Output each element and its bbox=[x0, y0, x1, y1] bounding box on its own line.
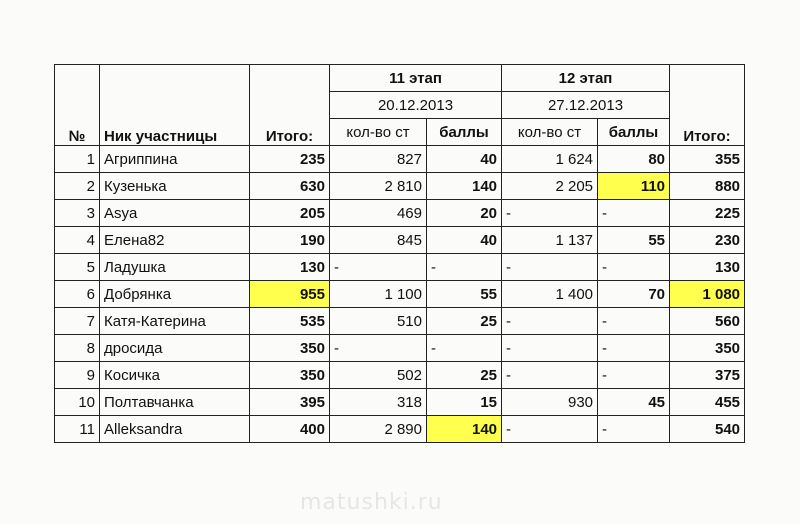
total-cell: 130 bbox=[250, 254, 330, 281]
final-total-cell: 225 bbox=[670, 200, 745, 227]
final-total-cell: 355 bbox=[670, 146, 745, 173]
points-11-cell: 25 bbox=[427, 362, 502, 389]
final-total-cell: 130 bbox=[670, 254, 745, 281]
row-number: 6 bbox=[55, 281, 100, 308]
count-12-cell: - bbox=[502, 335, 598, 362]
total-cell: 630 bbox=[250, 173, 330, 200]
header-stage-12: 12 этап bbox=[502, 65, 670, 92]
row-number: 7 bbox=[55, 308, 100, 335]
total-cell: 350 bbox=[250, 362, 330, 389]
table-row bbox=[55, 416, 745, 443]
count-12-cell: 1 400 bbox=[502, 281, 598, 308]
final-total-cell: 350 bbox=[670, 335, 745, 362]
table-row bbox=[55, 389, 745, 416]
total-cell: 400 bbox=[250, 416, 330, 443]
participant-name: Alleksandra bbox=[100, 416, 250, 443]
count-12-cell: - bbox=[502, 308, 598, 335]
points-12-cell: - bbox=[598, 308, 670, 335]
participant-name: Добрянка bbox=[100, 281, 250, 308]
participant-name: Asya bbox=[100, 200, 250, 227]
final-total-cell: 560 bbox=[670, 308, 745, 335]
total-cell: 190 bbox=[250, 227, 330, 254]
points-12-cell: 45 bbox=[598, 389, 670, 416]
header-stage-11: 11 этап bbox=[330, 65, 502, 92]
points-12-cell: - bbox=[598, 416, 670, 443]
total-cell: 955 bbox=[250, 281, 330, 308]
total-cell: 235 bbox=[250, 146, 330, 173]
points-12-cell: - bbox=[598, 200, 670, 227]
participant-name: Агриппина bbox=[100, 146, 250, 173]
points-11-cell: - bbox=[427, 254, 502, 281]
header-date-11: 20.12.2013 bbox=[330, 92, 502, 119]
points-11-cell: 55 bbox=[427, 281, 502, 308]
points-11-cell: 140 bbox=[427, 173, 502, 200]
count-11-cell: - bbox=[330, 254, 427, 281]
row-number: 10 bbox=[55, 389, 100, 416]
row-number: 9 bbox=[55, 362, 100, 389]
final-total-cell: 540 bbox=[670, 416, 745, 443]
count-12-cell: 1 137 bbox=[502, 227, 598, 254]
count-11-cell: 2 810 bbox=[330, 173, 427, 200]
row-number: 5 bbox=[55, 254, 100, 281]
count-12-cell: - bbox=[502, 362, 598, 389]
header-count-12: кол-во ст bbox=[502, 119, 598, 146]
points-11-cell: 15 bbox=[427, 389, 502, 416]
count-12-cell: - bbox=[502, 416, 598, 443]
final-total-cell: 375 bbox=[670, 362, 745, 389]
count-11-cell: 1 100 bbox=[330, 281, 427, 308]
final-total-cell: 1 080 bbox=[670, 281, 745, 308]
count-11-cell: 845 bbox=[330, 227, 427, 254]
table-row bbox=[55, 335, 745, 362]
participant-name: Катя-Катерина bbox=[100, 308, 250, 335]
header-final-total: Итого: bbox=[670, 65, 745, 146]
header-count-11: кол-во ст bbox=[330, 119, 427, 146]
points-11-cell: 40 bbox=[427, 146, 502, 173]
points-12-cell: 80 bbox=[598, 146, 670, 173]
final-total-cell: 880 bbox=[670, 173, 745, 200]
total-cell: 205 bbox=[250, 200, 330, 227]
table-row bbox=[55, 200, 745, 227]
points-11-cell: 25 bbox=[427, 308, 502, 335]
count-12-cell: 1 624 bbox=[502, 146, 598, 173]
row-number: 1 bbox=[55, 146, 100, 173]
participant-name: дросида bbox=[100, 335, 250, 362]
participant-name: Косичка bbox=[100, 362, 250, 389]
watermark: matushki.ru bbox=[300, 490, 443, 515]
table-row bbox=[55, 227, 745, 254]
table-row bbox=[55, 254, 745, 281]
table-row bbox=[55, 281, 745, 308]
count-12-cell: - bbox=[502, 200, 598, 227]
row-number: 3 bbox=[55, 200, 100, 227]
row-number: 11 bbox=[55, 416, 100, 443]
count-12-cell: - bbox=[502, 254, 598, 281]
header-total: Итого: bbox=[250, 65, 330, 146]
points-11-cell: 40 bbox=[427, 227, 502, 254]
points-12-cell: - bbox=[598, 362, 670, 389]
total-cell: 350 bbox=[250, 335, 330, 362]
header-nick: Ник участницы bbox=[100, 65, 250, 146]
table-row bbox=[55, 146, 745, 173]
table-row bbox=[55, 362, 745, 389]
count-12-cell: 930 bbox=[502, 389, 598, 416]
header-points-11: баллы bbox=[427, 119, 502, 146]
points-11-cell: - bbox=[427, 335, 502, 362]
points-12-cell: 70 bbox=[598, 281, 670, 308]
table-row bbox=[55, 173, 745, 200]
points-11-cell: 20 bbox=[427, 200, 502, 227]
count-11-cell: 502 bbox=[330, 362, 427, 389]
count-11-cell: 510 bbox=[330, 308, 427, 335]
count-12-cell: 2 205 bbox=[502, 173, 598, 200]
count-11-cell: 2 890 bbox=[330, 416, 427, 443]
participant-name: Кузенька bbox=[100, 173, 250, 200]
header-no: № bbox=[55, 65, 100, 146]
participant-name: Полтавчанка bbox=[100, 389, 250, 416]
participant-name: Елена82 bbox=[100, 227, 250, 254]
table-body bbox=[55, 146, 745, 443]
header-date-12: 27.12.2013 bbox=[502, 92, 670, 119]
header-points-12: баллы bbox=[598, 119, 670, 146]
count-11-cell: 318 bbox=[330, 389, 427, 416]
points-12-cell: - bbox=[598, 335, 670, 362]
points-12-cell: - bbox=[598, 254, 670, 281]
count-11-cell: - bbox=[330, 335, 427, 362]
header-row-stages bbox=[55, 65, 745, 92]
final-total-cell: 230 bbox=[670, 227, 745, 254]
points-12-cell: 55 bbox=[598, 227, 670, 254]
points-11-cell: 140 bbox=[427, 416, 502, 443]
total-cell: 395 bbox=[250, 389, 330, 416]
count-11-cell: 827 bbox=[330, 146, 427, 173]
row-number: 4 bbox=[55, 227, 100, 254]
final-total-cell: 455 bbox=[670, 389, 745, 416]
table-row bbox=[55, 308, 745, 335]
row-number: 2 bbox=[55, 173, 100, 200]
total-cell: 535 bbox=[250, 308, 330, 335]
count-11-cell: 469 bbox=[330, 200, 427, 227]
results-table bbox=[54, 64, 745, 443]
row-number: 8 bbox=[55, 335, 100, 362]
participant-name: Ладушка bbox=[100, 254, 250, 281]
points-12-cell: 110 bbox=[598, 173, 670, 200]
